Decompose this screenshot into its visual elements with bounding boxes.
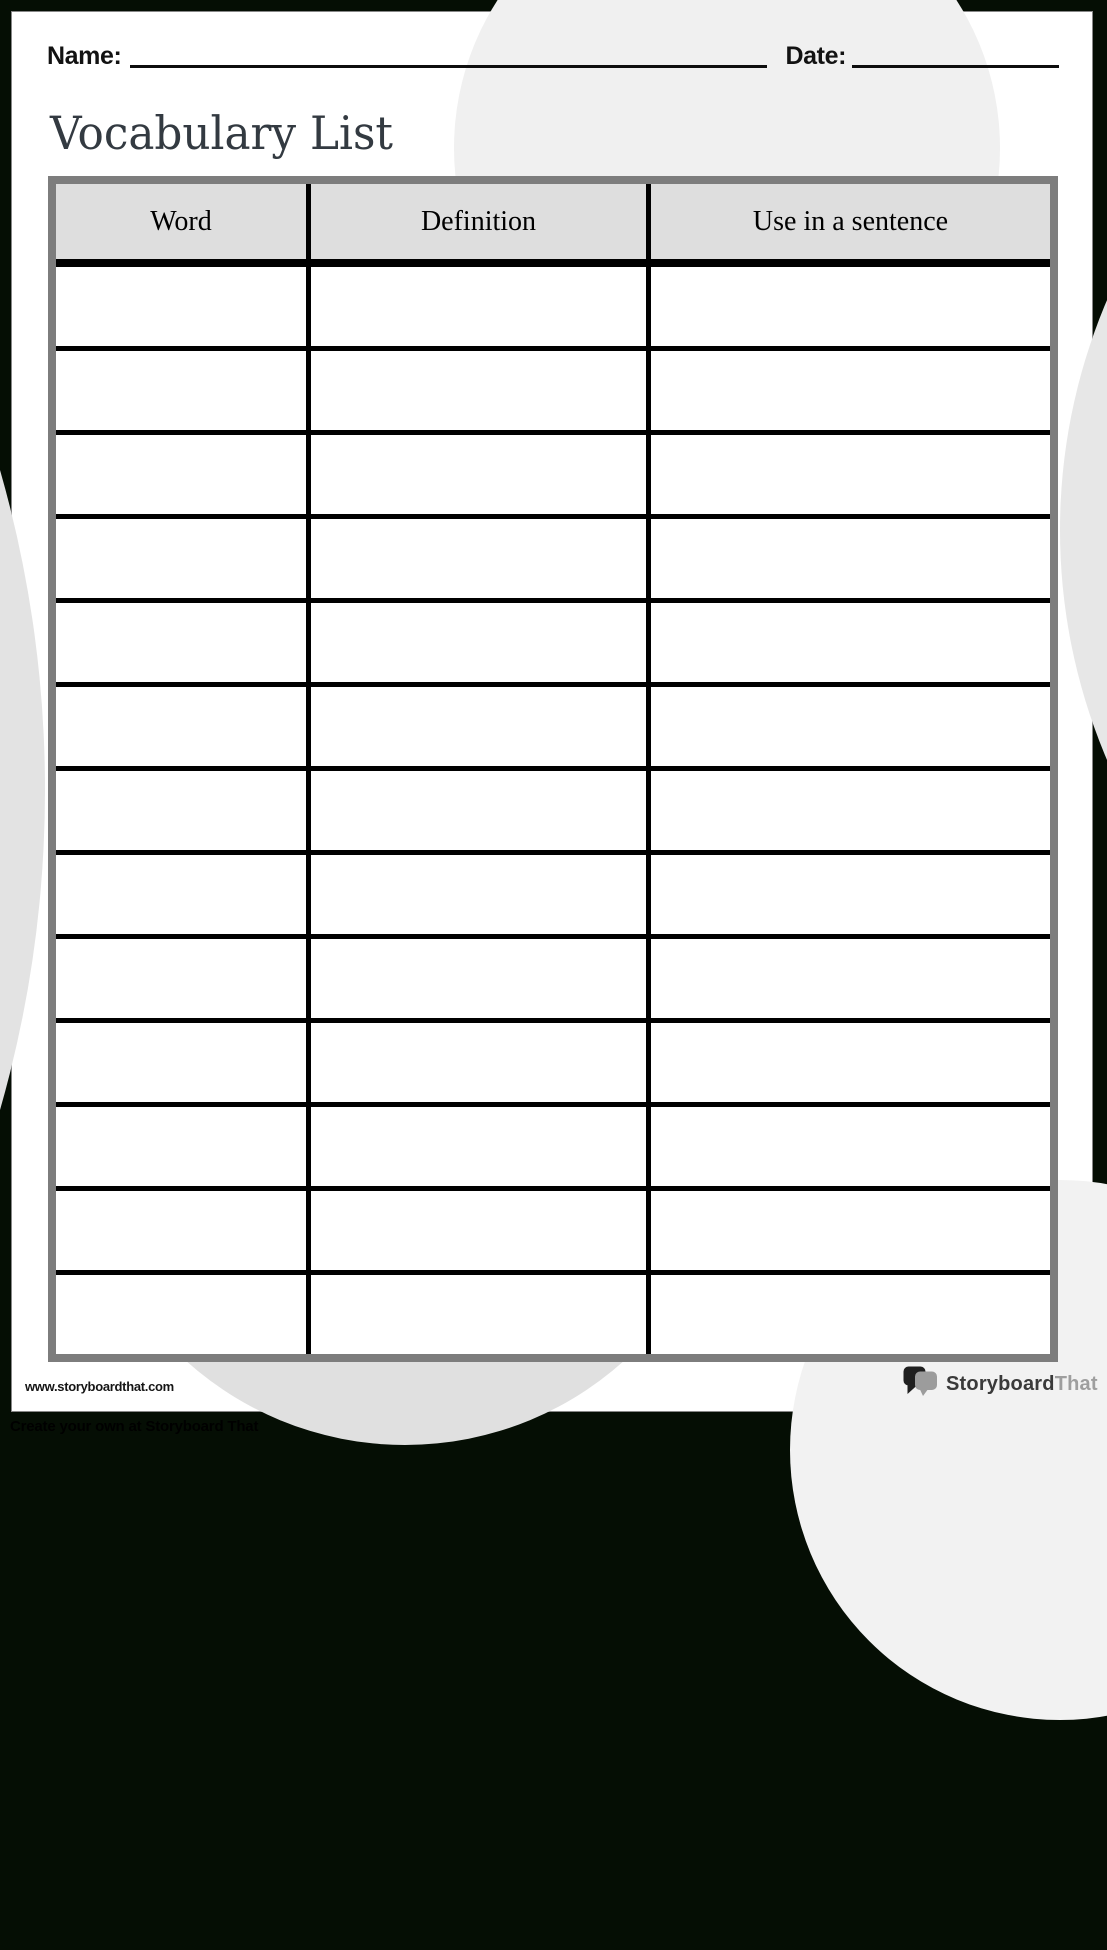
date-label: Date: [785, 42, 846, 70]
website-url: www.storyboardthat.com [25, 1379, 174, 1394]
table-cell [56, 1191, 306, 1270]
table-cell [651, 1023, 1050, 1102]
table-cell [651, 519, 1050, 598]
table-cell [311, 1275, 646, 1354]
logo-text-secondary: That [1054, 1373, 1098, 1395]
table-cell [56, 267, 306, 346]
table-cell [651, 939, 1050, 1018]
table-cell [56, 771, 306, 850]
table-cell [311, 267, 646, 346]
column-header-definition: Definition [311, 184, 646, 262]
table-cell [651, 1191, 1050, 1270]
table-cell [311, 1191, 646, 1270]
table-cell [651, 855, 1050, 934]
table-cell [56, 1023, 306, 1102]
date-blank-line [852, 65, 1059, 68]
table-cell [311, 435, 646, 514]
table-cell [311, 687, 646, 766]
storyboardthat-logo [903, 1366, 1098, 1403]
table-cell [311, 939, 646, 1018]
name-blank-line [130, 65, 767, 68]
speech-bubbles-icon [903, 1366, 939, 1403]
table-cell [56, 1275, 306, 1354]
table-cell [651, 771, 1050, 850]
footer-tagline: Create your own at Storyboard That [10, 1418, 259, 1435]
table-cell [651, 603, 1050, 682]
table-cell [56, 1107, 306, 1186]
table-cell [311, 603, 646, 682]
table-cell [56, 855, 306, 934]
table-cell [56, 687, 306, 766]
logo-text [946, 1373, 1098, 1396]
name-label: Name: [47, 42, 122, 70]
column-header-word: Word [56, 184, 306, 262]
vocabulary-table [48, 176, 1058, 1362]
table-cell [311, 855, 646, 934]
name-date-row [47, 42, 1059, 71]
table-cell [651, 1275, 1050, 1354]
table-cell [311, 1107, 646, 1186]
table-cell [311, 771, 646, 850]
table-cell [651, 351, 1050, 430]
table-cell [56, 351, 306, 430]
table-cell [311, 519, 646, 598]
table-cell [651, 687, 1050, 766]
page-title: Vocabulary List [50, 106, 393, 160]
vocabulary-table-grid [56, 184, 1050, 1354]
table-cell [311, 1023, 646, 1102]
table-cell [311, 351, 646, 430]
table-cell [651, 435, 1050, 514]
column-header-use-in-a-sentence: Use in a sentence [651, 184, 1050, 262]
table-cell [56, 519, 306, 598]
table-cell [56, 939, 306, 1018]
logo-text-primary: Storyboard [946, 1373, 1055, 1395]
table-cell [651, 1107, 1050, 1186]
table-cell [651, 267, 1050, 346]
table-cell [56, 603, 306, 682]
table-cell [56, 435, 306, 514]
